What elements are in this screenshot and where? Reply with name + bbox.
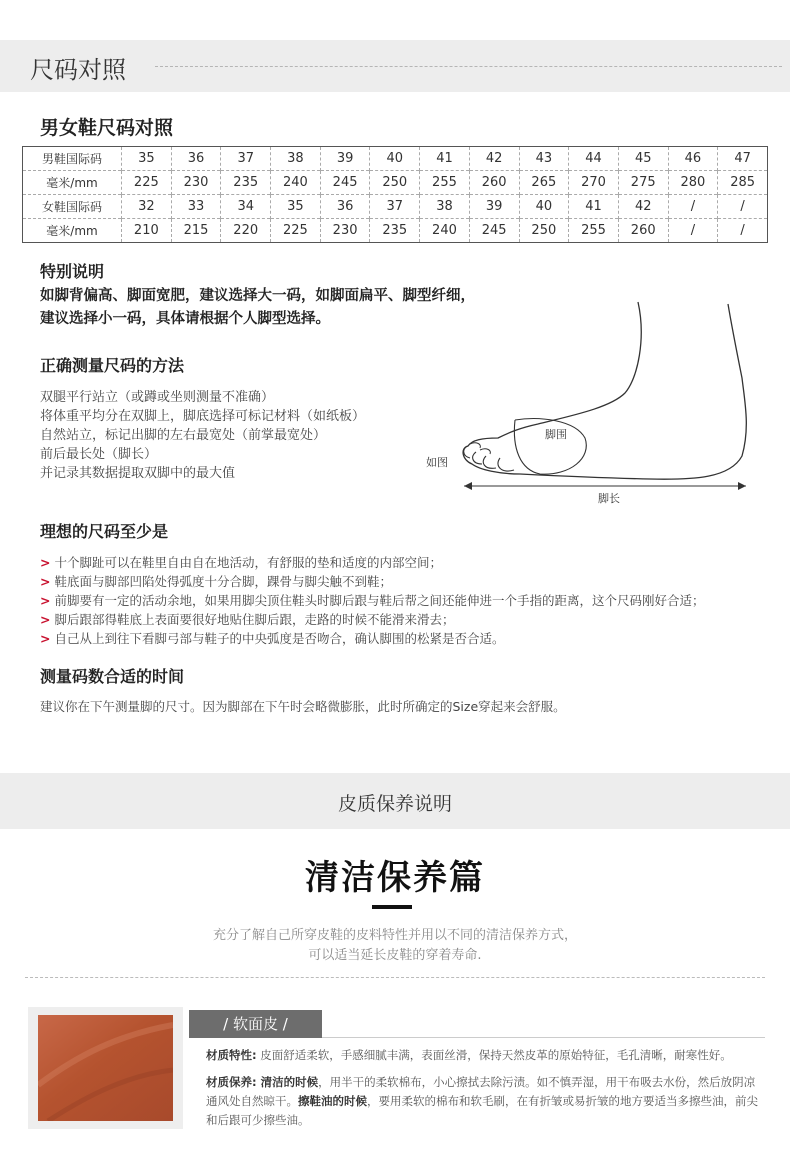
size-cell: 35 — [271, 195, 321, 219]
ideal-item-text: 十个脚趾可以在鞋里自由自在地活动，有舒服的垫和适度的内部空间； — [54, 555, 442, 570]
size-cell: 280 — [668, 171, 718, 195]
size-cell: 37 — [370, 195, 420, 219]
figure-label: 如图 — [426, 456, 448, 469]
ideal-size-title: 理想的尺码至少是 — [40, 522, 169, 541]
size-cell: 35 — [122, 147, 172, 171]
size-cell: 260 — [618, 219, 668, 243]
special-note-line: 如脚背偏高、脚面宽肥，建议选择大一码，如脚面扁平、脚型纤细， — [40, 288, 475, 304]
size-cell: / — [718, 219, 768, 243]
measure-time-title: 测量码数合适的时间 — [40, 667, 185, 686]
material-property-label: 材质特性: — [206, 1048, 257, 1062]
care-divider — [25, 977, 765, 978]
material-property — [206, 1046, 766, 1065]
ideal-item-text: 前脚要有一定的活动余地，如果用脚尖顶住鞋头时脚后跟与鞋后帮之间还能伸进一个手指的距离，这个尺码刚好合适； — [54, 593, 705, 608]
size-cell: 38 — [420, 195, 470, 219]
size-cell: 285 — [718, 171, 768, 195]
size-cell: 240 — [420, 219, 470, 243]
ideal-item — [40, 572, 392, 590]
size-cell: 235 — [221, 171, 271, 195]
measure-step: 并记录其数据提取双脚中的最大值 — [40, 466, 236, 481]
size-chart-title: 男女鞋尺码对照 — [40, 117, 174, 139]
measure-step: 前后最长处（脚长） — [40, 447, 158, 462]
size-row — [23, 195, 768, 219]
size-cell: 265 — [519, 171, 569, 195]
material-property-text: 皮面舒适柔软，手感细腻丰满，表面丝滑，保持天然皮革的原始特征，毛孔清晰，耐寒性好。 — [256, 1048, 732, 1062]
material-care-label: 材质保养: — [206, 1075, 257, 1089]
size-cell: 42 — [469, 147, 519, 171]
care-section-title: 皮质保养说明 — [337, 793, 452, 815]
size-cell: 40 — [370, 147, 420, 171]
size-cell: 32 — [122, 195, 172, 219]
size-row-label: 女鞋国际码 — [23, 195, 122, 219]
ideal-item-text: 脚后跟部得鞋底上表面要很好地贴住脚后跟，走路的时候不能滑来滑去； — [54, 612, 455, 627]
size-row-label: 毫米/mm — [23, 219, 122, 243]
ideal-item-text: 鞋底面与脚部凹陷处得弧度十分合脚，踝骨与脚尖触不到鞋； — [54, 574, 392, 589]
size-cell: 235 — [370, 219, 420, 243]
measure-step: 自然站立，标记出脚的左右最宽处（前掌最宽处） — [40, 428, 327, 443]
leather-swatch-image — [38, 1015, 173, 1121]
care-title: 清洁保养篇 — [305, 858, 485, 898]
size-section-header — [0, 40, 790, 92]
size-cell: 42 — [618, 195, 668, 219]
special-note-line: 建议选择小一码，具体请根据个人脚型选择。 — [40, 311, 330, 327]
arrow-icon: > — [40, 593, 51, 608]
length-label: 脚长 — [598, 492, 620, 505]
care-polish-keyword: 擦鞋油的时候 — [298, 1094, 367, 1108]
size-cell: 36 — [320, 195, 370, 219]
size-cell: 39 — [320, 147, 370, 171]
care-intro-line: 可以适当延长皮鞋的穿着寿命. — [308, 948, 482, 963]
size-cell: 41 — [420, 147, 470, 171]
size-cell: 44 — [569, 147, 619, 171]
arrow-icon: > — [40, 555, 51, 570]
care-clean-text: ，用半干的柔软棉布，小心擦拭去除污渍。如不慎弄湿，用干布吸去水份，然后放阴凉通风处自然晾干。 — [206, 1075, 756, 1108]
size-cell: 37 — [221, 147, 271, 171]
size-cell: 270 — [569, 171, 619, 195]
size-cell: 240 — [271, 171, 321, 195]
size-cell: / — [668, 195, 718, 219]
size-row-label: 男鞋国际码 — [41, 152, 102, 166]
toe-nail — [470, 443, 490, 454]
tag-divider — [322, 1037, 765, 1038]
ideal-item — [40, 610, 455, 628]
size-cell: 260 — [469, 171, 519, 195]
care-intro-line: 充分了解自己所穿皮鞋的皮料特性并用以不同的清洁保养方式， — [212, 928, 577, 943]
size-cell: 230 — [320, 219, 370, 243]
length-arrow-left-head — [464, 482, 472, 490]
measure-step: 将体重平均分在双脚上，脚底选择可标记材料（如纸板） — [40, 409, 366, 424]
size-cell: 39 — [469, 195, 519, 219]
size-cell: 275 — [618, 171, 668, 195]
material-care — [206, 1073, 766, 1130]
size-cell: 250 — [370, 171, 420, 195]
special-note-title: 特别说明 — [40, 262, 105, 281]
leather-type-tag: / 软面皮 / — [189, 1010, 322, 1038]
size-cell: 46 — [668, 147, 718, 171]
care-clean-keyword: 清洁的时候 — [256, 1075, 319, 1089]
size-cell: 34 — [221, 195, 271, 219]
size-cell: 36 — [171, 147, 221, 171]
size-cell: 250 — [519, 219, 569, 243]
size-row — [23, 171, 768, 195]
ideal-item-text: 自己从上到往下看脚弓部与鞋子的中央弧度是否吻合，确认脚围的松紧是否合适。 — [54, 631, 505, 646]
size-cell: 255 — [569, 219, 619, 243]
size-cell: 45 — [618, 147, 668, 171]
length-arrow-right-head — [738, 482, 746, 490]
size-cell: 33 — [171, 195, 221, 219]
foot-measure-diagram — [420, 298, 760, 508]
girth-label: 脚围 — [545, 428, 567, 441]
size-cell: 230 — [171, 171, 221, 195]
size-cell: 220 — [221, 219, 271, 243]
measure-method-title: 正确测量尺码的方法 — [40, 356, 185, 375]
size-cell: 225 — [122, 171, 172, 195]
ideal-item — [40, 591, 705, 609]
header-dotted-line — [155, 66, 782, 67]
size-cell: / — [718, 195, 768, 219]
arrow-icon: > — [40, 631, 51, 646]
care-title-underline — [372, 905, 412, 909]
size-row — [23, 219, 768, 243]
size-row-label: 毫米/mm — [23, 171, 122, 195]
size-cell: 38 — [271, 147, 321, 171]
size-cell: 245 — [320, 171, 370, 195]
measure-time-text: 建议你在下午测量脚的尺寸。因为脚部在下午时会略微膨胀，此时所确定的Size穿起来会舒服。 — [40, 699, 566, 714]
arrow-icon: > — [40, 612, 51, 627]
size-cell: / — [668, 219, 718, 243]
measure-step: 双腿平行站立（或蹲或坐则测量不准确） — [40, 390, 275, 405]
care-section-header — [0, 773, 790, 829]
care-polish-text: ，要用柔软的棉布和软毛刷，在有折皱或易折皱的地方要适当多擦些油，前尖和后跟可少擦些油。 — [206, 1094, 758, 1127]
size-cell: 210 — [122, 219, 172, 243]
size-cell: 47 — [718, 147, 768, 171]
size-cell: 40 — [519, 195, 569, 219]
leather-sample-frame — [28, 1007, 183, 1129]
size-cell: 255 — [420, 171, 470, 195]
size-cell: 41 — [569, 195, 619, 219]
size-cell: 245 — [469, 219, 519, 243]
foot-outline — [463, 302, 746, 479]
ideal-item — [40, 553, 442, 571]
size-cell: 43 — [519, 147, 569, 171]
size-cell: 215 — [171, 219, 221, 243]
size-cell: 225 — [271, 219, 321, 243]
arrow-icon: > — [40, 574, 51, 589]
size-row — [23, 147, 768, 171]
size-chart-table — [22, 146, 768, 243]
size-section-title: 尺码对照 — [30, 56, 126, 84]
ideal-item — [40, 629, 505, 647]
